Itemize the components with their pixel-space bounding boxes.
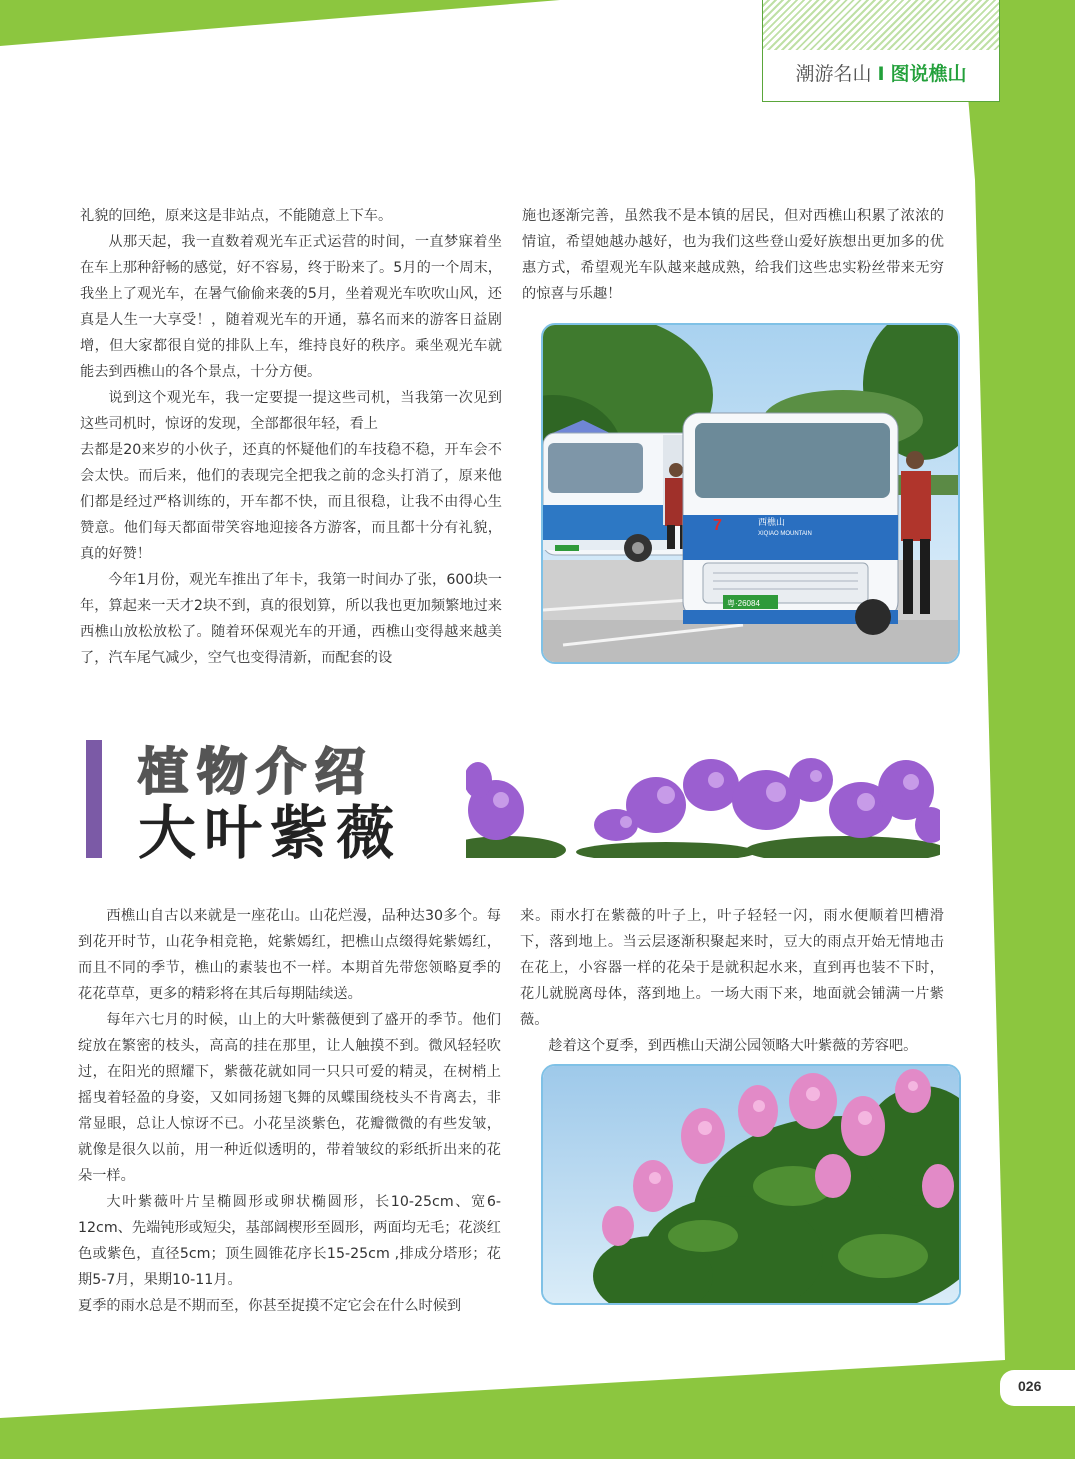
paragraph: 说到这个观光车，我一定要提一提这些司机，当我第一次见到这些司机时，惊讶的发现，全部都很年轻，看上 [80,390,502,432]
bus-photo-illustration [543,325,958,662]
article1-left-column [80,203,502,671]
paragraph: 今年1月份，观光车推出了年卡，我第一时间办了张，600块一年，算起来一天才2块不到，真的很划算，所以我也更加频繁地过来西樵山放松放松了。随着环保观光车的开通，西樵山变得越来越美了，汽车尾气减少，空气也变得清新，而配套的设 [80,572,502,666]
paragraph: 来。雨水打在紫薇的叶子上，叶子轻轻一闪，雨水便顺着凹槽滑下，落到地上。当云层逐渐积聚起来时，豆大的雨点开始无情地击在花上，小容器一样的花朵于是就积起水来，直到再也装不下时，花儿就脱离母体，落到地上。一场大雨下来，地面就会铺满一片紫薇。 [520,908,944,1028]
paragraph: 去都是20来岁的小伙子，还真的怀疑他们的车技稳不稳，开车会不会太快。而后来，他们的表现完全把我之前的念头打消了，原来他们都是经过严格训练的，开车都不快，而且很稳，让我不由得心生赞意。他们每天都面带笑容地迎接各方游客，而且都十分有礼貌，真的好赞！ [80,442,502,562]
bus-brand-cn: 西樵山 [758,518,786,528]
paragraph: 礼貌的回绝，原来这是非站点，不能随意上下车。 [80,208,393,224]
section-title-large: 大叶紫薇 [138,799,403,867]
purple-flowers-illustration [466,750,940,858]
header-subsection: 图说樵山 [890,63,967,85]
section-title-small: 植物介绍 [138,743,374,801]
section-accent-bar [86,740,102,858]
page-number: 026 [1018,1378,1042,1394]
section-header [762,0,1000,102]
article2-left-column [78,903,501,1319]
paragraph: 施也逐渐完善，虽然我不是本镇的居民，但对西樵山积累了浓浓的情谊，希望她越办越好，也为我们这些登山爱好族想出更加多的优惠方式，希望观光车队越来越成熟，给我们这些忠实粉丝带来无穷的惊喜与乐趣！ [522,208,944,302]
photo-crape-myrtle [541,1064,961,1305]
article2-right-column [520,903,944,1059]
bus-plate: 粤·26084 [727,599,760,608]
article1-right-column [522,203,944,307]
header-title [763,60,999,88]
paragraph: 大叶紫薇叶片呈椭圆形或卵状椭圆形，长10-25cm、宽6-12cm、先端钝形或短尖，基部阔楔形至圆形，两面均无毛；花淡红色或紫色，直径5cm；顶生圆锥花序长15-25cm ,排成分塔形；花期5-7月，果期10-11月。 [78,1194,501,1288]
crape-myrtle-illustration [543,1066,959,1303]
header-section: 潮游名山 [795,63,872,85]
paragraph: 夏季的雨水总是不期而至，你甚至捉摸不定它会在什么时候到 [78,1298,462,1314]
paragraph: 西樵山自古以来就是一座花山。山花烂漫，品种达30多个。每到花开时节，山花争相竞艳，姹紫嫣红，把樵山点缀得姹紫嫣红，而且不同的季节，樵山的素装也不一样。本期首先带您领略夏季的花花草草，更多的精彩将在其后每期陆续送。 [78,908,501,1002]
header-separator: I [877,63,885,85]
bus-brand-en: XIQIAO MOUNTAIN [758,531,812,537]
header-stripe-pattern [763,0,999,50]
paragraph: 从那天起，我一直数着观光车正式运营的时间，一直梦寐着坐在车上那种舒畅的感觉，好不容易，终于盼来了。5月的一个周末，我坐上了观光车，在暑气偷偷来袭的5月，坐着观光车吹吹山风，还真是人生一大享受！，随着观光车的开通，慕名而来的游客日益剧增，但大家都很自觉的排队上车，维持良好的秩序。乘坐观光车就能去到西樵山的各个景点，十分方便。 [80,234,502,380]
banner-flowers-image [466,750,940,858]
paragraph: 每年六七月的时候，山上的大叶紫薇便到了盛开的季节。他们绽放在繁密的枝头，高高的挂在那里，让人触摸不到。微风轻轻吹过，在阳光的照耀下，紫薇花就如同一只只可爱的精灵，在树梢上摇曳着轻盈的身姿，又如同扬翅飞舞的凤蝶围绕枝头不肯离去，非常显眼，总让人惊讶不已。小花呈淡紫色，花瓣微微的有些发皱，就像是很久以前，用一种近似透明的，带着皱纹的彩纸折出来的花朵一样。 [78,1012,501,1184]
photo-sightseeing-bus [541,323,960,664]
bus-route-number: 7 [713,517,722,534]
paragraph: 趁着这个夏季，到西樵山天湖公园领略大叶紫薇的芳容吧。 [548,1038,918,1054]
